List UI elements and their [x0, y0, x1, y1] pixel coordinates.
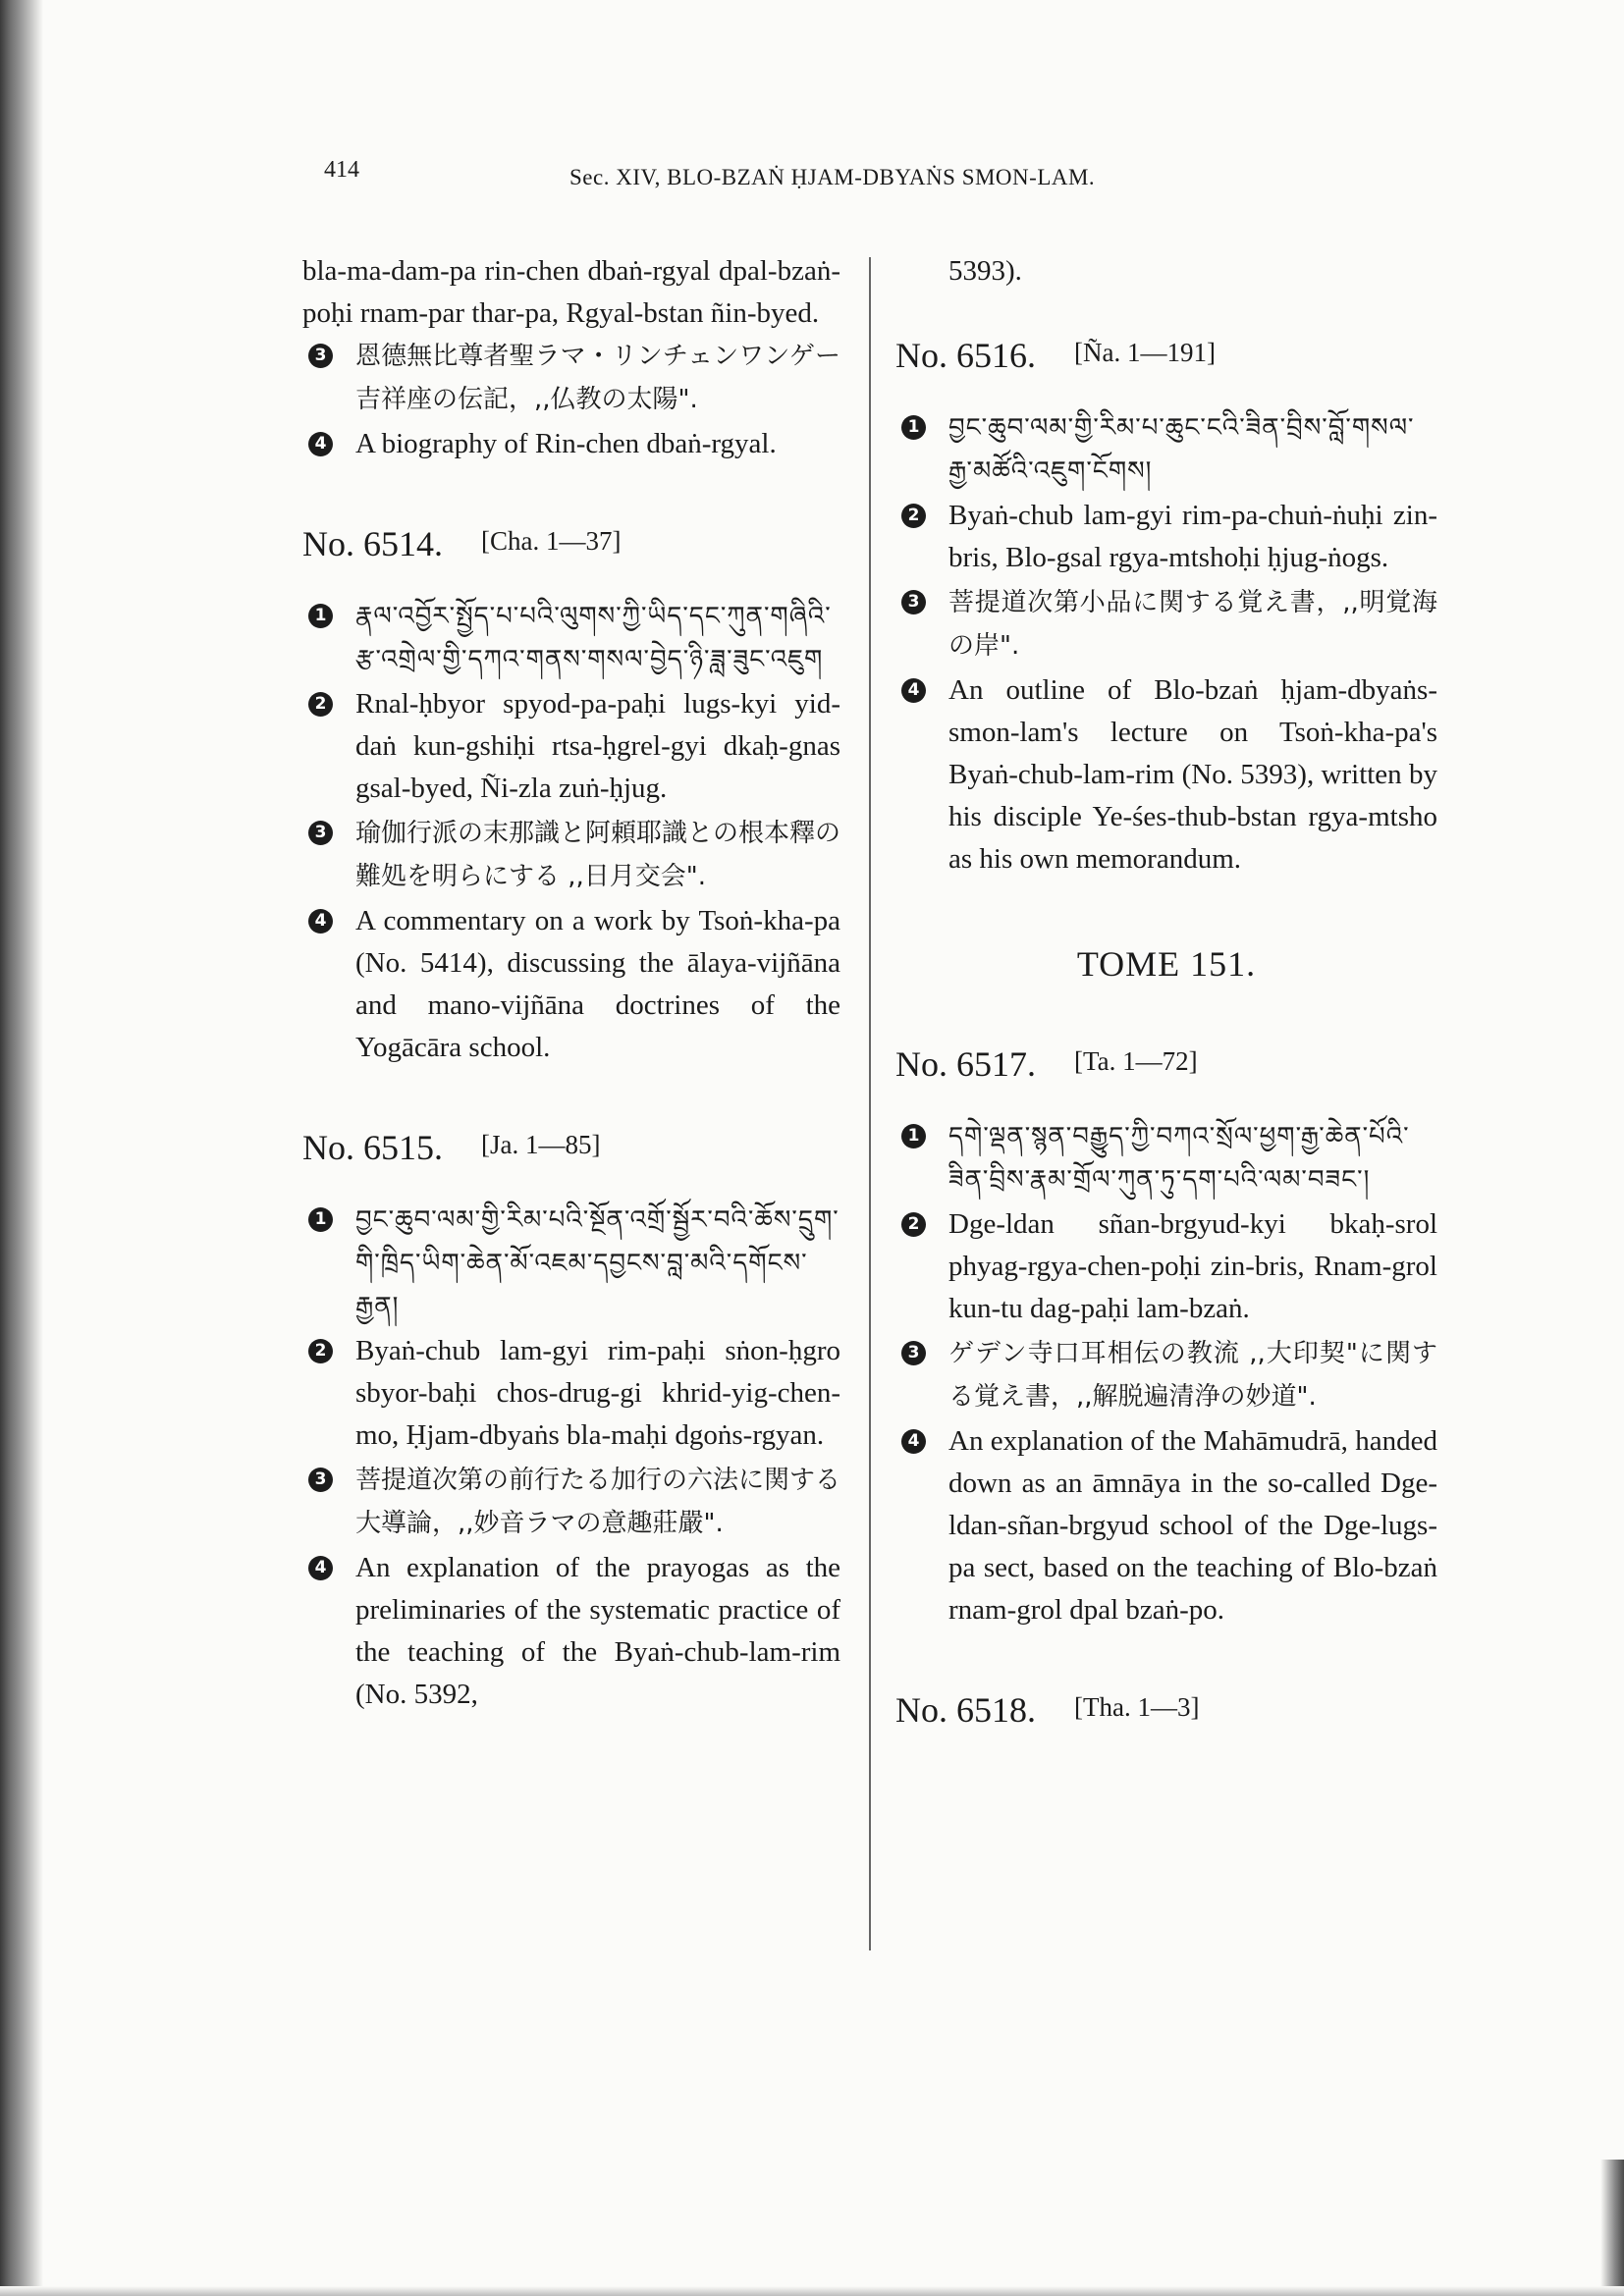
entry-folio: [Ta. 1—72] — [1074, 1046, 1198, 1076]
entry-heading-6516 — [895, 332, 1437, 377]
marker-1: 1 — [901, 415, 926, 440]
page-number: 414 — [324, 157, 359, 183]
entry-number: No. 6514. — [302, 524, 443, 563]
marker-3: 3 — [308, 821, 333, 845]
marker-4: 4 — [308, 909, 333, 934]
japanese-title: 菩提道次第の前行たる加行の六法に関する大導論，,,妙音ラマの意趣莊嚴". — [355, 1466, 841, 1538]
romanized-title: Byaṅ-chub lam-gyi rim-pa-chuṅ-ṅuḥi zin-bris, Blo-gsal rgya-mtshoḥi ḥjug-ṅogs. — [948, 500, 1437, 573]
tibetan-title: དགེ་ལྡན་སྙན་བརྒྱུད་ཀྱི་བཀའ་སྲོལ་ཕྱག་རྒྱ་ཆེན་པོའི་ཟིན་བྲིས་རྣམ་གྲོལ་ཀུན་ཏུ་དག་པའི་ལམ་བཟང་། — [948, 1122, 1410, 1195]
tibetan-title: རྣལ་འབྱོར་སྤྱོད་པ་པའི་ལུགས་ཀྱི་ཡིད་དང་ཀུན་གཞིའི་རྩ་འགྲེལ་གྱི་དཀའ་གནས་གསལ་བྱེད་ཉི་ཟླ་ཟུང་འཇུག — [355, 602, 832, 674]
left-column — [302, 250, 840, 1718]
marker-3: 3 — [901, 590, 926, 614]
english-description: A commentary on a work by Tsoṅ-kha-pa (No. 5414), discussing the ālaya-vijñāna and mano-vijñāna doctrines of the Yogācāra school. — [355, 905, 840, 1063]
marker-2: 2 — [308, 692, 333, 717]
column-divider — [869, 257, 871, 1950]
marker-2: 2 — [308, 1339, 333, 1363]
entry-6514-romanized — [302, 683, 840, 810]
tibetan-title: བྱང་ཆུབ་ལམ་གྱི་རིམ་པ་ཆུང་ངའི་ཟིན་བྲིས་བློ་གསལ་རྒྱ་མཚོའི་འཇུག་ངོགས། — [948, 413, 1415, 486]
entry-6516-tibetan — [895, 406, 1437, 493]
entry-folio: [Tha. 1—3] — [1074, 1692, 1200, 1722]
marker-2: 2 — [901, 1212, 926, 1237]
entry-6516-japanese — [895, 581, 1437, 667]
entry-heading-6515 — [302, 1124, 840, 1169]
marker-1: 1 — [901, 1124, 926, 1148]
entry-6517-english — [895, 1420, 1437, 1631]
entry-6516-english — [895, 669, 1437, 881]
entry-6515-romanized — [302, 1330, 840, 1457]
continuation-english — [302, 423, 840, 465]
japanese-title: 瑜伽行派の末那識と阿頼耶識との根本釋の難処を明らにする ,,日月交会". — [355, 819, 841, 891]
japanese-title: 菩提道次第小品に関する覚え書，,,明覚海の岸". — [948, 588, 1437, 661]
continuation-romanized: bla-ma-dam-pa rin-chen dbaṅ-rgyal dpal-bzaṅ-poḥi rnam-par thar-pa, Rgyal-bstan ñin-byed. — [302, 255, 840, 329]
scan-edge-left — [0, 0, 43, 2296]
marker-3: 3 — [308, 344, 333, 368]
entry-6515-tibetan — [302, 1199, 840, 1328]
romanized-title: Byaṅ-chub lam-gyi rim-paḥi sṅon-ḥgro sbyor-baḥi chos-drug-gi khrid-yig-chen-mo, Ḥjam-dbyaṅs bla-maḥi dgoṅs-rgyan. — [355, 1335, 840, 1451]
marker-4: 4 — [901, 1429, 926, 1454]
entry-folio: [Cha. 1—37] — [481, 526, 622, 556]
right-column — [895, 250, 1437, 1761]
entry-6515-english — [302, 1547, 840, 1716]
romanized-title: Rnal-ḥbyor spyod-pa-paḥi lugs-kyi yid-daṅ kun-gshiḥi rtsa-ḥgrel-gyi dkaḥ-gnas gsal-byed, Ñi-zla zuṅ-ḥjug. — [355, 688, 840, 804]
romanized-title: Dge-ldan sñan-brgyud-kyi bkaḥ-srol phyag-rgya-chen-poḥi zin-bris, Rnam-grol kun-tu dag-paḥi lam-bzaṅ. — [948, 1208, 1437, 1324]
entry-number: No. 6515. — [302, 1128, 443, 1167]
tibetan-title: བྱང་ཆུབ་ལམ་གྱི་རིམ་པའི་སྔོན་འགྲོ་སྦྱོར་བའི་ཆོས་དྲུག་གི་ཁྲིད་ཡིག་ཆེན་མོ་འཇམ་དབྱངས་བླ་མའི་དགོངས་རྒྱན། — [355, 1205, 839, 1321]
entry-6514-tibetan — [302, 595, 840, 681]
english-description: An outline of Blo-bzaṅ ḥjam-dbyaṅs-smon-lam's lecture on Tsoṅ-kha-pa's Byaṅ-chub-lam-rim (No. 5393), written by his disciple Ye-śes-thub-bstan rgya-mtsho as his own memorandum. — [948, 674, 1437, 875]
japanese-title: ゲデン寺口耳相伝の教流 ,,大印契"に関する覚え書，,,解脱遍清浄の妙道". — [948, 1339, 1437, 1412]
marker-4: 4 — [308, 432, 333, 456]
marker-1: 1 — [308, 604, 333, 628]
tome-heading: TOME 151. — [1076, 944, 1257, 984]
japanese-title: 恩德無比尊者聖ラマ・リンチェンワンゲー吉祥座の伝記，,,仏教の太陽". — [355, 342, 840, 414]
entry-heading-6514 — [302, 520, 840, 565]
entry-heading-6518 — [895, 1686, 1437, 1732]
scan-edge-bottom — [0, 2286, 1624, 2296]
entry-6517-romanized — [895, 1203, 1437, 1330]
entry-number: No. 6516. — [895, 336, 1036, 375]
entry-folio: [Ña. 1—191] — [1074, 338, 1216, 367]
marker-3: 3 — [308, 1468, 333, 1492]
marker-4: 4 — [308, 1556, 333, 1580]
entry-6514-english — [302, 900, 840, 1069]
continuation-japanese — [302, 335, 840, 421]
running-head: Sec. XIV, BLO-BZAṄ ḤJAM-DBYAṄS SMON-LAM. — [569, 165, 1096, 189]
entry-6517-japanese — [895, 1332, 1437, 1418]
scan-edge-right — [1600, 2160, 1624, 2296]
entry-folio: [Ja. 1—85] — [481, 1130, 601, 1159]
entry-number: No. 6518. — [895, 1690, 1036, 1730]
entry-6516-romanized — [895, 495, 1437, 579]
marker-4: 4 — [901, 678, 926, 703]
marker-2: 2 — [901, 504, 926, 528]
entry-6515-japanese — [302, 1459, 840, 1545]
continuation-text: 5393). — [948, 255, 1022, 287]
marker-3: 3 — [901, 1341, 926, 1365]
marker-1: 1 — [308, 1207, 333, 1232]
entry-6517-tibetan — [895, 1115, 1437, 1201]
entry-number: No. 6517. — [895, 1044, 1036, 1084]
english-description: An explanation of the Mahāmudrā, handed down as an āmnāya in the so-called Dge-ldan-sñan-brgyud school of the Dge-lugs-pa sect, based on the teaching of Blo-bzaṅ rnam-grol dpal bzaṅ-po. — [948, 1425, 1437, 1626]
english-description: A biography of Rin-chen dbaṅ-rgyal. — [355, 428, 777, 459]
entry-6514-japanese — [302, 812, 840, 898]
english-description: An explanation of the prayogas as the preliminaries of the systematic practice of the teaching of the Byaṅ-chub-lam-rim (No. 5392, — [355, 1552, 840, 1710]
entry-heading-6517 — [895, 1041, 1437, 1086]
page-header — [324, 157, 1306, 196]
